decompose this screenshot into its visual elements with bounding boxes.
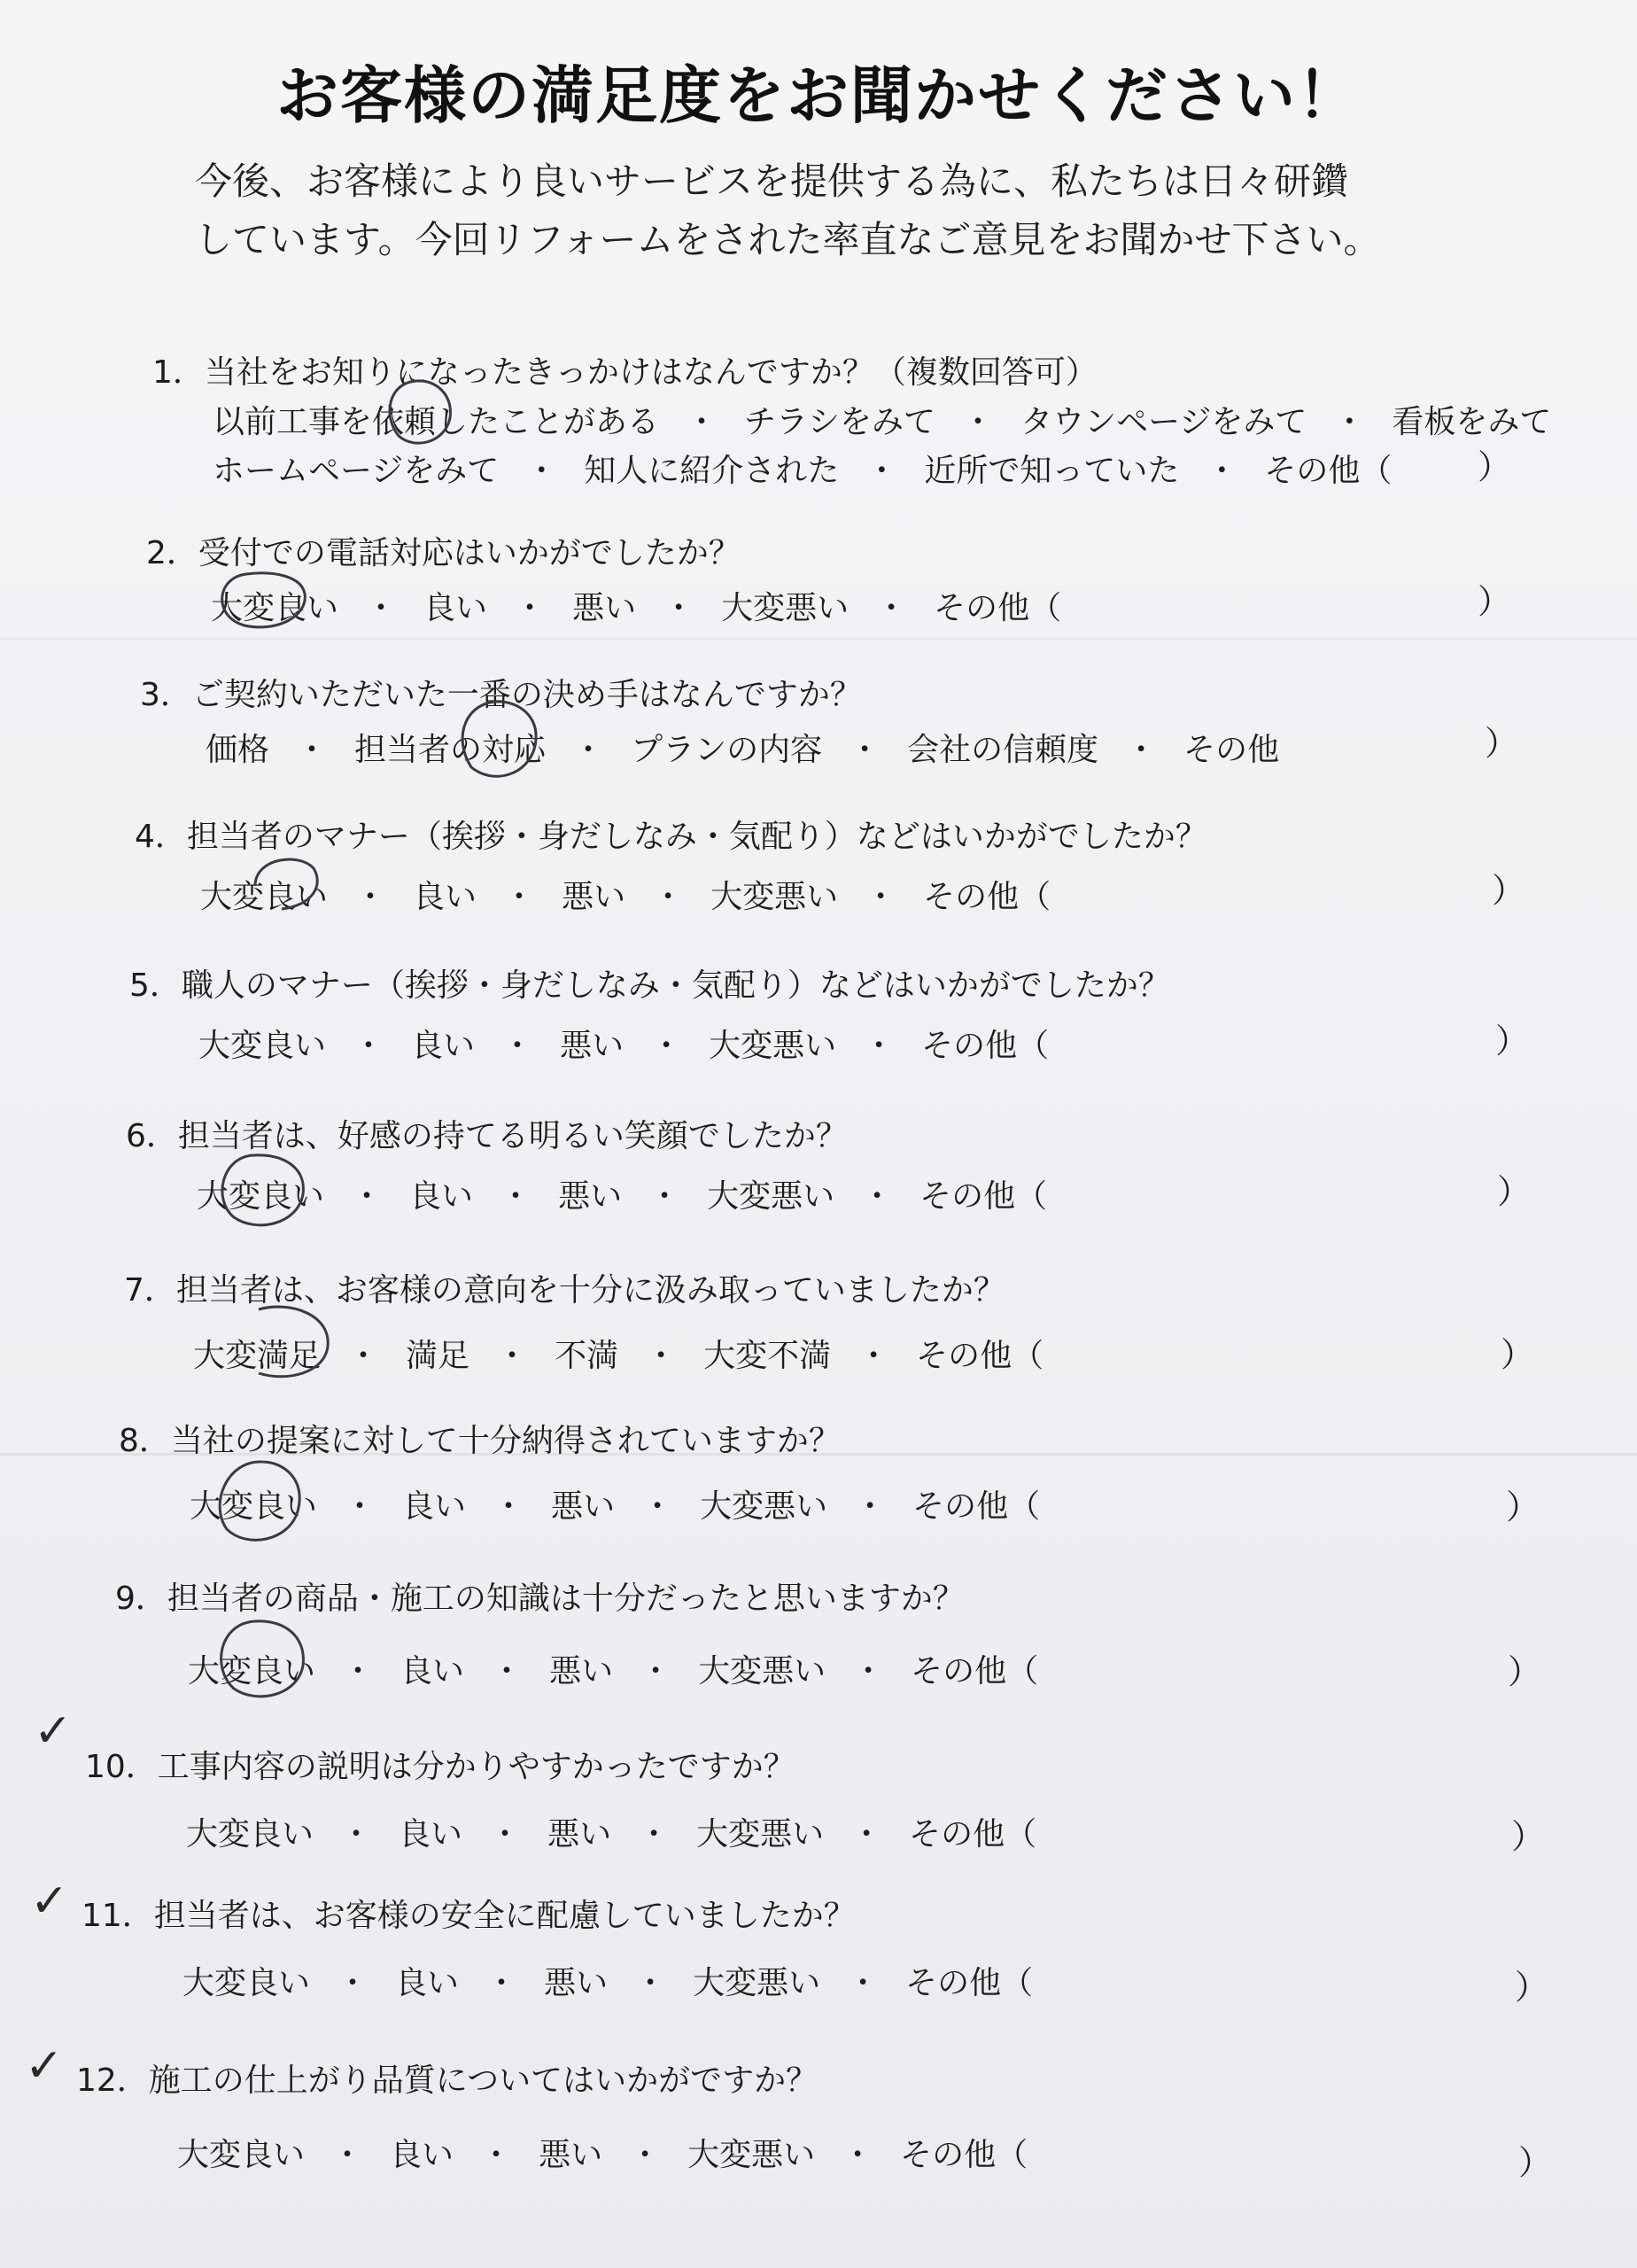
intro-text: [195, 152, 1506, 269]
option[interactable]: 良い: [413, 879, 477, 915]
separator: ・: [865, 879, 897, 915]
close-paren: ）: [1515, 1968, 1549, 2007]
separator: ・: [849, 732, 881, 768]
separator: ・: [1333, 404, 1366, 440]
separator: ・: [485, 1965, 518, 2001]
option[interactable]: 会社の信頼度: [907, 732, 1099, 768]
option[interactable]: 大変悪い: [687, 2137, 816, 2173]
separator: ・: [493, 1488, 525, 1525]
option[interactable]: その他（: [905, 1965, 1034, 2001]
separator: ・: [857, 1338, 890, 1374]
separator: ・: [500, 1178, 532, 1215]
option[interactable]: 看板をみて: [1392, 404, 1552, 440]
separator: ・: [686, 404, 718, 440]
question-label: 7．担当者は、お客様の意向を十分に汲み取っていましたか？: [124, 1272, 1005, 1309]
separator: ・: [1206, 453, 1238, 489]
answer-circle-mark: [416, 691, 549, 788]
separator: ・: [501, 1028, 534, 1064]
option[interactable]: 大変良い: [197, 1178, 325, 1215]
option[interactable]: 担当者の対応: [354, 732, 547, 768]
option-row: [206, 725, 1279, 770]
separator: ・: [663, 590, 695, 626]
option[interactable]: 大変悪い: [700, 1488, 828, 1525]
separator: ・: [645, 1338, 678, 1374]
option[interactable]: その他（: [923, 879, 1051, 915]
option[interactable]: 良い: [411, 1028, 476, 1064]
option[interactable]: 大変良い: [177, 2137, 306, 2173]
option[interactable]: 近所で知っていた: [924, 453, 1180, 489]
option[interactable]: 大変悪い: [707, 1178, 835, 1215]
option-row: [186, 1809, 1036, 1854]
separator: ・: [496, 1338, 529, 1374]
separator: ・: [491, 1653, 524, 1689]
option[interactable]: 大変良い: [188, 1653, 316, 1689]
option[interactable]: 満足: [406, 1338, 470, 1374]
option[interactable]: 大変悪い: [698, 1653, 826, 1689]
separator: ・: [489, 1816, 522, 1852]
option[interactable]: 悪い: [549, 1653, 614, 1689]
separator: ・: [861, 1178, 894, 1215]
question-label: 9．担当者の商品・施工の知識は十分だったと思いますか？: [115, 1581, 965, 1617]
option[interactable]: その他（: [921, 1028, 1050, 1064]
separator: ・: [353, 1028, 385, 1064]
separator: ・: [640, 1653, 672, 1689]
separator: ・: [331, 2137, 364, 2173]
option[interactable]: その他（: [911, 1653, 1039, 1689]
separator: ・: [340, 1816, 373, 1852]
separator: ・: [850, 1816, 883, 1852]
paper-fold: [0, 638, 1637, 641]
separator: ・: [634, 1965, 667, 2001]
option-row: [198, 1021, 1049, 1066]
answer-circle-mark: [229, 1297, 344, 1386]
option[interactable]: 大変悪い: [721, 590, 850, 626]
option[interactable]: 悪い: [544, 1965, 609, 2001]
option[interactable]: 良い: [399, 1816, 463, 1852]
answer-circle-mark: [229, 850, 326, 921]
separator: ・: [572, 732, 605, 768]
option[interactable]: 良い: [390, 2137, 454, 2173]
option[interactable]: 大変悪い: [709, 1028, 837, 1064]
question-label: 5．職人のマナー（挨拶・身だしなみ・気配り）などはいかがでしたか？: [129, 967, 1170, 1004]
option[interactable]: 大変良い: [211, 590, 339, 626]
separator: ・: [296, 732, 329, 768]
close-paren: ）: [1511, 1817, 1546, 1856]
close-paren: ）: [1508, 1652, 1542, 1691]
option[interactable]: その他（: [900, 2137, 1028, 2173]
answer-circle-mark: [363, 372, 461, 452]
separator: ・: [354, 879, 387, 915]
option[interactable]: 大変良い: [198, 1028, 327, 1064]
separator: ・: [344, 1488, 376, 1525]
option-row: [190, 1481, 1040, 1526]
option[interactable]: その他（: [909, 1816, 1037, 1852]
answer-circle-mark: [198, 1146, 314, 1235]
option-row: [177, 2130, 1028, 2175]
option[interactable]: チラシをみて: [744, 404, 936, 440]
separator: ・: [852, 1653, 885, 1689]
question-label: 6．担当者は、好感の持てる明るい笑顔でしたか？: [126, 1118, 848, 1154]
separator: ・: [641, 1488, 674, 1525]
option-row: [211, 583, 1061, 628]
separator: ・: [863, 1028, 896, 1064]
separator: ・: [342, 1653, 375, 1689]
separator: ・: [629, 2137, 662, 2173]
page-title: お客様の満足度をお聞かせください！: [276, 59, 1361, 132]
option[interactable]: 大変良い: [182, 1965, 311, 2001]
separator: ・: [503, 879, 536, 915]
close-paren: ）: [1495, 1021, 1530, 1060]
question-label: 3．ご契約いただいた一番の決め手はなんですか？: [140, 677, 862, 713]
separator: ・: [514, 590, 547, 626]
separator: ・: [652, 879, 685, 915]
close-paren: ）: [1478, 447, 1512, 486]
separator: ・: [648, 1178, 681, 1215]
option[interactable]: 大変悪い: [693, 1965, 821, 2001]
answer-circle-mark: [193, 1611, 317, 1708]
option[interactable]: 大変良い: [190, 1488, 318, 1525]
separator: ・: [842, 2137, 874, 2173]
close-paren: ）: [1497, 1172, 1532, 1211]
option[interactable]: 悪い: [562, 879, 626, 915]
option[interactable]: 以前工事を依頼したことがある: [213, 404, 660, 440]
intro-line: 今後、お客様により良いサービスを提供する為に、私たちは日々研鑽: [195, 159, 1349, 203]
check-mark-icon: ✓: [34, 1705, 73, 1758]
separator: ・: [347, 1338, 380, 1374]
option[interactable]: 大変満足: [193, 1338, 322, 1374]
separator: ・: [962, 404, 995, 440]
separator: ・: [525, 453, 558, 489]
option[interactable]: 大変良い: [200, 879, 329, 915]
separator: ・: [650, 1028, 683, 1064]
question-label: 10．工事内容の説明は分かりやすかったですか？: [85, 1749, 795, 1785]
separator: ・: [638, 1816, 671, 1852]
option[interactable]: その他（: [919, 1178, 1048, 1215]
option[interactable]: 知人に紹介された: [584, 453, 840, 489]
option[interactable]: プランの内容: [631, 732, 823, 768]
option[interactable]: 悪い: [539, 2137, 603, 2173]
option[interactable]: その他: [1183, 732, 1280, 768]
option[interactable]: 大変良い: [186, 1816, 314, 1852]
close-paren: ）: [1518, 2143, 1553, 2182]
option[interactable]: 良い: [423, 590, 488, 626]
close-paren: ）: [1506, 1487, 1540, 1526]
separator: ・: [847, 1965, 880, 2001]
close-paren: ）: [1485, 724, 1519, 763]
question-label: 1．当社をお知りになったきっかけはなんですか？（複数回答可）: [152, 354, 1098, 391]
option-row: [200, 872, 1051, 917]
separator: ・: [480, 2137, 513, 2173]
question-label: 12．施工の仕上がり品質についてはいかがですか？: [76, 2062, 818, 2099]
separator: ・: [865, 453, 898, 489]
separator: ・: [854, 1488, 887, 1525]
option[interactable]: タウンページをみて: [1020, 404, 1307, 440]
close-paren: ）: [1492, 871, 1526, 910]
separator: ・: [365, 590, 398, 626]
question-label: 4．担当者のマナー（挨拶・身だしなみ・気配り）などはいかがでしたか？: [135, 819, 1207, 855]
option-row: [197, 1171, 1047, 1216]
separator: ・: [875, 590, 908, 626]
close-paren: ）: [1501, 1335, 1535, 1374]
check-mark-icon: ✓: [25, 2039, 64, 2093]
separator: ・: [1125, 732, 1158, 768]
option[interactable]: 大変悪い: [710, 879, 839, 915]
option[interactable]: ホームページをみて: [213, 453, 500, 489]
option-row: [213, 446, 1392, 491]
check-mark-icon: ✓: [30, 1875, 69, 1928]
option[interactable]: その他（: [934, 590, 1062, 626]
option[interactable]: 大変悪い: [696, 1816, 825, 1852]
option[interactable]: 大変不満: [703, 1338, 832, 1374]
answer-circle-mark: [190, 1453, 318, 1550]
option[interactable]: 悪い: [558, 1178, 623, 1215]
close-paren: ）: [1478, 582, 1512, 621]
option[interactable]: その他（: [916, 1338, 1044, 1374]
option[interactable]: 悪い: [547, 1816, 612, 1852]
option[interactable]: 良い: [409, 1178, 474, 1215]
option[interactable]: その他（: [912, 1488, 1041, 1525]
option[interactable]: その他（: [1264, 453, 1393, 489]
option-row: [182, 1958, 1033, 2003]
option[interactable]: 悪い: [572, 590, 637, 626]
option[interactable]: 良い: [400, 1653, 465, 1689]
separator: ・: [337, 1965, 369, 2001]
intro-line: しています。今回リフォームをされた率直なご意見をお聞かせ下さい。: [195, 218, 1381, 261]
option[interactable]: 悪い: [551, 1488, 616, 1525]
question-label: 8．当社の提案に対して十分納得されていますか？: [119, 1423, 841, 1459]
answer-circle-mark: [202, 567, 317, 638]
question-label: 11．担当者は、お客様の安全に配慮していましたか？: [81, 1898, 856, 1934]
separator: ・: [351, 1178, 384, 1215]
option[interactable]: 良い: [402, 1488, 467, 1525]
option[interactable]: 悪い: [560, 1028, 625, 1064]
option[interactable]: 価格: [206, 732, 270, 768]
option[interactable]: 不満: [555, 1338, 619, 1374]
question-label: 2．受付での電話対応はいかがでしたか？: [146, 535, 741, 571]
option[interactable]: 良い: [395, 1965, 460, 2001]
